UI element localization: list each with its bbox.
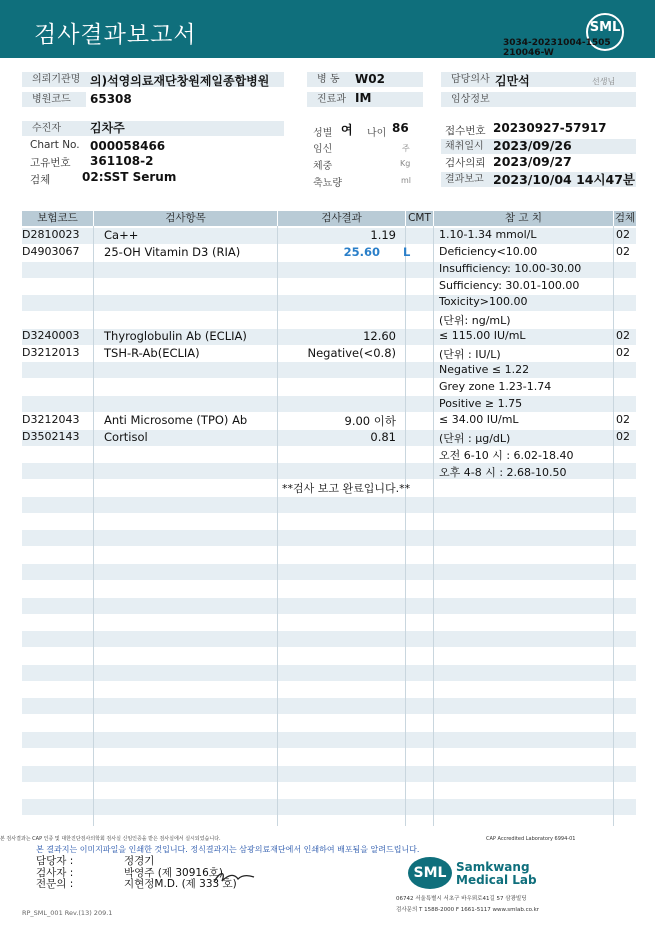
org-label: 의뢰기관명 [22, 72, 86, 87]
cell-specimen: 02 [616, 244, 630, 258]
cell-insurance-code: D3502143 [22, 430, 80, 444]
cell-reference: Insufficiency: 10.00-30.00 [439, 261, 582, 275]
dept-label: 진료과 [307, 92, 351, 107]
cell-reference: (단위: ng/mL) [439, 314, 511, 328]
cell-insurance-code: D2810023 [22, 228, 80, 241]
org-value: 의)석영의료재단창원제일종합병원 [90, 74, 270, 88]
cell-insurance-code: D3212043 [22, 413, 80, 427]
sex-label: 성별 [313, 128, 333, 139]
specialist-row: 전문의 : 지현정M.D. (제 333 호) [36, 878, 237, 890]
collect-value: 2023/09/26 [493, 138, 572, 153]
cell-result: 1.19 [370, 228, 396, 242]
doc-number-2: 210046-W [503, 48, 554, 58]
ward-label: 병 동 [307, 72, 351, 87]
cell-insurance-code: D4903067 [22, 244, 80, 258]
report-label: 결과보고 [441, 172, 636, 187]
lab-contact: 검사문의 T 1588-2000 F 1661-5117 www.smlab.co.kr [396, 907, 540, 913]
age-label: 나이 [367, 128, 387, 139]
cell-reference: ≤ 34.00 IU/mL [439, 413, 519, 427]
cell-insurance-code: D3212013 [22, 345, 80, 359]
request-value: 2023/09/27 [493, 154, 572, 169]
id-value: 361108-2 [90, 154, 154, 168]
col-header-cmt: CMT [406, 211, 433, 226]
cell-test-item: Cortisol [104, 430, 148, 445]
cell-specimen: 02 [616, 228, 630, 241]
col-header-code: 보험코드 [22, 211, 93, 226]
id-label: 고유번호 [30, 157, 71, 169]
cell-result: Negative(<0.8) [307, 345, 396, 360]
signature-icon [212, 869, 256, 885]
cell-flag: L [403, 244, 411, 259]
clinical-info-label: 임상정보 [441, 92, 636, 107]
cell-result: 25.60 [343, 244, 380, 259]
cap-notice: 본 검사결과는 CAP 인증 및 대한진단검사의학회 검사실 신임인증을 받은 검사실에서 실시되었습니다. [0, 836, 221, 842]
cell-reference: Sufficiency: 30.01-100.00 [439, 278, 580, 292]
doctor-value: 김만석 [495, 74, 530, 88]
collect-label: 채취일시 [441, 139, 636, 154]
sex-value: 여 [341, 123, 353, 137]
cell-specimen: 02 [616, 413, 630, 427]
name-value: 김차주 [90, 121, 125, 135]
cell-test-item: Anti Microsome (TPO) Ab [104, 413, 248, 428]
chart-label: Chart No. [30, 139, 80, 151]
ward-value: W02 [355, 72, 385, 86]
urine-label: 축뇨량 [313, 178, 342, 189]
dept-value: IM [355, 91, 372, 105]
cell-specimen: 02 [616, 345, 630, 359]
specimen-label: 검체 [30, 174, 51, 186]
report-header [0, 0, 655, 58]
cell-insurance-code: D3240003 [22, 329, 80, 343]
report-value: 2023/10/04 14시47분 [493, 172, 636, 187]
request-label: 검사의뢰 [445, 157, 486, 169]
col-header-result: 검사결과 [278, 211, 405, 226]
cap-accreditation: CAP Accredited Laboratory 6994-01 [486, 836, 576, 842]
cell-reference: Positive ≥ 1.75 [439, 396, 523, 410]
cell-reference: Toxicity>100.00 [439, 295, 528, 309]
specimen-value: 02:SST Serum [82, 170, 177, 184]
doctor-suffix: 선생님 [592, 77, 616, 86]
doctor-label: 담당의사 [441, 72, 491, 87]
cell-reference: 오후 4-8 시 : 2.68-10.50 [439, 465, 567, 479]
col-header-specimen: 검체 [614, 212, 636, 224]
cell-reference: ≤ 115.00 IU/mL [439, 329, 526, 343]
hosp-code-label: 병원코드 [22, 92, 86, 107]
header-logo-text: SML [589, 20, 621, 35]
report-complete-message: **검사 보고 완료입니다.** [282, 482, 411, 495]
staff-row: 담당자 : 정경기 [36, 855, 155, 867]
pregnancy-unit: 주 [402, 144, 410, 153]
pregnancy-label: 임신 [313, 144, 333, 155]
col-header-ref: 참 고 치 [434, 211, 613, 226]
cell-result: 9.00 이하 [344, 414, 396, 429]
weight-unit: Kg [400, 159, 411, 168]
cell-reference: Negative ≤ 1.22 [439, 362, 530, 376]
lab-address: 06742 서울특별시 서초구 바우뫼로41길 57 삼광빌딩 [396, 896, 527, 902]
revision-code: RP_SML_001 Rev.(13) 209.1 [22, 909, 113, 917]
tester-row: 검사자 : 박영주 (제 30916호) [36, 867, 223, 879]
print-notice: 본 결과지는 이미지파일을 인쇄한 것입니다. 정식결과지는 삼광의료재단에서 인쇄하여 배포됨을 알려드립니다. [36, 845, 420, 854]
lab-name: Samkwang Medical Lab [456, 860, 537, 887]
cell-test-item: 25-OH Vitamin D3 (RIA) [104, 244, 241, 259]
cell-result: 0.81 [370, 430, 396, 445]
receipt-value: 20230927-57917 [493, 121, 607, 135]
name-label: 수진자 [22, 121, 284, 136]
cell-test-item: Thyroglobulin Ab (ECLIA) [104, 329, 247, 344]
cell-specimen: 02 [616, 430, 630, 444]
cell-reference: Grey zone 1.23-1.74 [439, 379, 552, 393]
doc-number-1: 3034-20231004-1505 [503, 38, 611, 48]
hosp-code-value: 65308 [90, 92, 132, 106]
cell-test-item: TSH-R-Ab(ECLIA) [104, 345, 200, 360]
cell-reference: 오전 6-10 시 : 6.02-18.40 [439, 449, 574, 463]
urine-unit: ml [401, 176, 412, 185]
receipt-label: 접수번호 [445, 125, 486, 137]
cell-reference: Deficiency<10.00 [439, 244, 538, 258]
age-value: 86 [392, 121, 409, 135]
col-header-item: 검사항목 [94, 211, 277, 226]
cell-reference: (단위 : IU/L) [439, 347, 501, 361]
weight-label: 체중 [313, 161, 333, 172]
cell-result: 12.60 [363, 329, 396, 344]
cell-test-item: Ca++ [104, 228, 139, 242]
cell-reference: 1.10-1.34 mmol/L [439, 228, 537, 241]
chart-value: 000058466 [90, 139, 166, 153]
cell-reference: (단위 : μg/dL) [439, 432, 511, 446]
sml-footer-logo-icon: SML [408, 857, 452, 889]
report-title: 검사결과보고서 [34, 22, 197, 48]
cell-specimen: 02 [616, 329, 630, 343]
